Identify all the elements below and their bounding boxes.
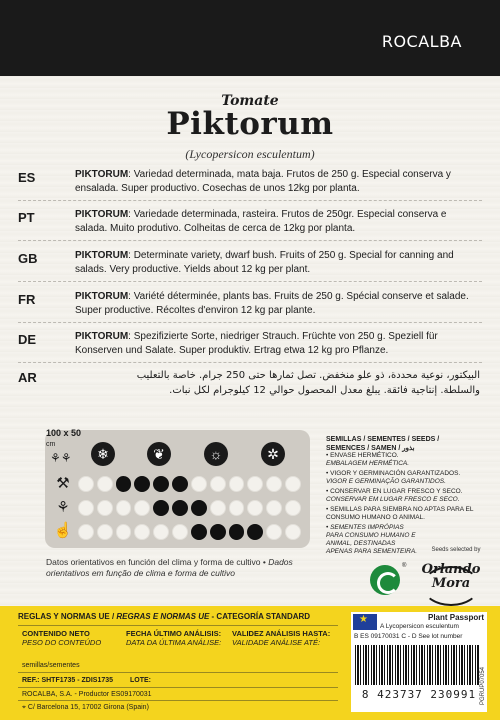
divider <box>18 362 482 363</box>
seed-info-item <box>326 488 476 504</box>
lang-code: DE <box>18 332 37 347</box>
lot-label: LOTE: <box>130 677 151 684</box>
passport-line-b: B ES 09170031 C - D See lot number <box>354 633 463 640</box>
barcode-number: 8 423737 230991 <box>361 688 477 701</box>
label-pt: PESO DO CONTEÚDO <box>22 638 102 647</box>
spacing-plants-icon: ⚘⚘ <box>50 451 72 465</box>
divider <box>18 700 338 701</box>
snowflake-icon: ❄ <box>91 442 115 466</box>
net-content-label <box>22 629 101 647</box>
month-dot <box>247 500 263 516</box>
product-name: Piktorum <box>166 106 334 142</box>
calendar-note: Datos orientativos en función del clima y forma de cultivo • Dados orientativos em função de clima e forma de cultivo <box>46 557 293 578</box>
month-dot <box>191 500 207 516</box>
logo-swirl <box>422 566 480 606</box>
month-dot <box>247 524 263 540</box>
month-dot <box>210 500 226 516</box>
month-dot <box>229 524 245 540</box>
month-dot <box>97 500 113 516</box>
month-dot <box>134 500 150 516</box>
lang-text <box>75 330 480 358</box>
calendar-row-transplant <box>78 500 304 516</box>
leaf-icon: ❦ <box>147 442 171 466</box>
lang-code: FR <box>18 292 36 307</box>
seed-info-heading: SEMILLAS / SEMENTES / SEEDS / SEMENCES / SAMEN / بذور <box>326 436 440 452</box>
lang-text <box>75 168 480 196</box>
calendar-row-sowing <box>78 476 304 492</box>
header-bar <box>0 0 500 76</box>
calendar-note-pt: Dados orientativos em função de clima e forma de cultivo <box>46 557 293 578</box>
logo-name-1: Orlando <box>421 562 481 577</box>
seed-info-item <box>326 452 476 468</box>
lang-text <box>75 290 480 318</box>
month-dot <box>153 524 169 540</box>
transplant-icon: ⚘ <box>56 499 70 516</box>
month-dot <box>153 476 169 492</box>
divider <box>18 240 482 241</box>
eu-flag-icon <box>353 614 377 630</box>
month-dot <box>191 476 207 492</box>
sun-icon: ☼ <box>204 442 228 466</box>
info-pt: EMBALAGEM HERMÉTICA. <box>326 460 410 467</box>
lang-text <box>75 249 480 277</box>
seed-info-item <box>326 506 476 522</box>
category: - CATEGORÍA STANDARD <box>211 612 311 621</box>
month-dot <box>97 476 113 492</box>
month-dot <box>97 524 113 540</box>
month-dot <box>172 500 188 516</box>
label-es: CONTENIDO NETO <box>22 629 90 638</box>
month-dot <box>229 500 245 516</box>
logo-name-2: Mora <box>431 576 471 591</box>
last-analysis-label <box>126 629 221 647</box>
lang-code: AR <box>18 370 37 385</box>
variety-name: PIKTORUM <box>75 169 129 180</box>
barcode <box>355 645 480 685</box>
info-es: • VIGOR Y GERMINACIÓN GARANTIZADOS. <box>326 470 461 477</box>
description: : Variedade determinada, rasteira. Frutos de 250gr. Especial conserva e salada. Muito produtivo. Colheitas de cerca de 12kg por planta. <box>75 209 447 234</box>
company: ROCALBA, S.A. - Productor ES09170031 <box>22 691 152 698</box>
month-dot <box>172 524 188 540</box>
regulation-line <box>18 612 310 621</box>
lang-text-arabic: البيكتور، نوعية محددة، ذو علو منخفض. تصل ثمارها حتى 250 جرام. خاصة بالتعليب والسلطة. إنتاجية فائقة. يبلغ معدل المحصول حوالي 12 كيلوجرام لكل نبات. <box>136 370 480 396</box>
calendar-note-es: Datos orientativos en función del clima y forma de cultivo <box>46 557 261 567</box>
passport-line-a: A Lycopersicon esculentum <box>380 623 459 630</box>
ref-code: REF.: SHTF1735 - ZDIS1735 <box>22 677 114 684</box>
month-dot <box>134 476 150 492</box>
variety-name: PIKTORUM <box>75 250 129 261</box>
info-pt: • SEMENTES IMPRÓPIAS PARA CONSUMO HUMANO E ANIMAL, DESTINADAS APENAS PARA SEMENTEIRA. <box>326 524 418 555</box>
lang-code: ES <box>18 170 36 185</box>
month-dot <box>172 476 188 492</box>
address <box>22 703 149 712</box>
label-es: VALIDEZ ANÁLISIS HASTA: <box>232 629 331 638</box>
month-dot <box>78 476 94 492</box>
month-dot <box>116 476 132 492</box>
lang-code: GB <box>18 251 38 266</box>
divider <box>18 687 338 688</box>
month-dot <box>134 524 150 540</box>
side-code: PGRUP07054 <box>480 666 486 705</box>
seed-info-item <box>326 524 421 556</box>
month-dot <box>266 500 282 516</box>
month-dot <box>116 500 132 516</box>
label-pt: VALIDADE ANÁLISE ATÉ: <box>232 638 321 647</box>
orlando-mora-logo <box>420 563 482 609</box>
month-dot <box>210 524 226 540</box>
divider <box>18 200 482 201</box>
variety-name: PIKTORUM <box>75 209 129 220</box>
label-es: FECHA ÚLTIMO ANÁLISIS: <box>126 629 222 638</box>
month-dot <box>285 476 301 492</box>
divider <box>18 322 482 323</box>
passport-title: Plant Passport <box>427 613 484 622</box>
month-dot <box>78 524 94 540</box>
month-dot <box>116 524 132 540</box>
product-type: Tomate <box>221 93 279 109</box>
description: : Variedad determinada, mata baja. Frutos de 250 g. Especial conserva y ensalada. Super productivo. Cosechas de unos 12kg por planta. <box>75 169 451 194</box>
sowing-tray-icon: ⚒ <box>56 475 70 492</box>
seeds-selected-by: Seeds selected by <box>431 547 481 553</box>
variety-name: PIKTORUM <box>75 291 129 302</box>
info-pt: VIGOR E GERMINAÇÃO GARANTIDOS. <box>326 478 446 485</box>
plant-spacing <box>46 428 81 450</box>
month-dot <box>247 476 263 492</box>
info-es: • CONSERVAR EN LUGAR FRESCO Y SECO. <box>326 488 463 495</box>
month-dot <box>153 500 169 516</box>
description: : Determinate variety, dwarf bush. Fruits of 250 g. Special for canning and salads. Very productive. Yields about 12 kg per plant. <box>75 250 454 275</box>
lang-code: PT <box>18 210 35 225</box>
divider <box>18 625 338 626</box>
month-dot <box>229 476 245 492</box>
brand-logo: ROCALBA <box>381 32 462 51</box>
variety-name: PIKTORUM <box>75 331 129 342</box>
month-dot <box>285 500 301 516</box>
scientific-name: (Lycopersicon esculentum) <box>185 147 315 161</box>
info-es: • ENVASE HERMÉTICO. <box>326 452 399 459</box>
seed-type: semillas/sementes <box>22 662 80 669</box>
description: : Spezifizierte Sorte, niedriger Strauch. Früchte von 250 g. Speziell für Konserven und Salate. Super produktiv. Ertrag etwa 12 kg pro Pflanze. <box>75 331 438 356</box>
month-dot <box>285 524 301 540</box>
calendar-row-harvest <box>78 524 304 540</box>
label-pt: DATA DA ÚLTIMA ANÁLISE: <box>126 638 222 647</box>
location-icon: ⌖ <box>22 704 28 711</box>
maple-leaf-icon: ✲ <box>261 442 285 466</box>
regulation-pt: REGRAS E NORMAS UE <box>116 612 210 621</box>
spacing-unit: cm <box>46 441 56 448</box>
regulation-es: REGLAS Y NORMAS UE / <box>18 612 115 621</box>
validity-label <box>232 629 330 647</box>
seed-info-item <box>326 470 476 486</box>
description: : Variété déterminée, plants bas. Fruits de 250 g. Spécial conserve et salade. Super productive. Récoltes d'environ 12 kg par plante. <box>75 291 469 316</box>
divider <box>18 672 338 673</box>
month-dot <box>78 500 94 516</box>
lang-text <box>75 208 480 236</box>
month-dot <box>266 524 282 540</box>
divider <box>18 281 482 282</box>
harvest-hand-icon: ☝ <box>53 522 73 539</box>
info-es: • SEMILLAS PARA SIEMBRA NO APTAS PARA EL CONSUMO HUMANO O ANIMAL. <box>326 506 474 521</box>
registered-mark: ® <box>402 563 407 569</box>
spacing-value: 100 x 50 <box>46 428 82 438</box>
month-dot <box>191 524 207 540</box>
green-dot-recycling-icon <box>370 565 400 595</box>
address-text: C/ Barcelona 15, 17002 Girona (Spain) <box>27 704 149 711</box>
month-dot <box>266 476 282 492</box>
month-dot <box>210 476 226 492</box>
info-pt: CONSERVAR EM LUGAR FRESCO E SECO. <box>326 496 460 503</box>
